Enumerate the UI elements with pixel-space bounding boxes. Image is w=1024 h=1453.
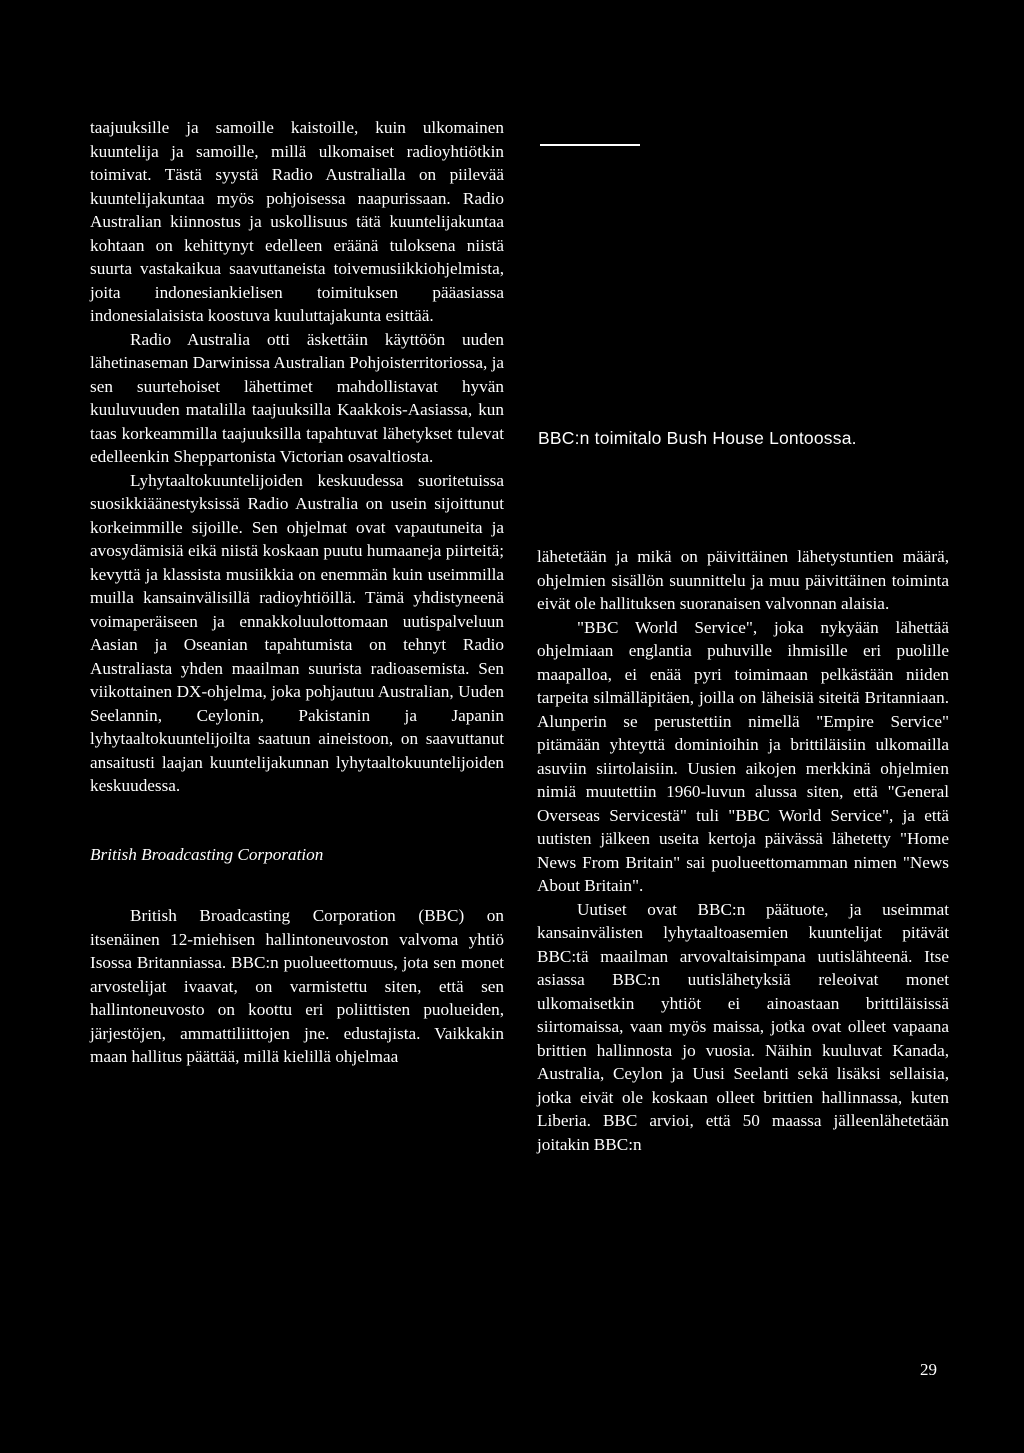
paragraph: British Broadcasting Corporation (BBC) on itsenäinen 12-miehisen hallintoneuvoston valvoma yhtiö Isossa Britanniassa. BBC:n puolueettomuus, jota sen monet arvostelijat ivaavat, on varmistettu siten, että sen hallintoneuvosto on koottu eri poliittisten puolueiden, järjestöjen, ammattiliittojen jne. edustajista. Vaikkakin maan hallitus päättää, millä kielillä ohjelmaa [90,906,504,1066]
paragraph: Radio Australia otti äskettäin käyttöön uuden lähetinaseman Darwinissa Australian Pohjoisterritoriossa, ja sen suurtehoiset lähettimet mahdollistavat hyvän kuuluvuuden matalilla taajuuksilla Kaakkois-Aasiassa, kun taas korkeammilla taajuuksilla tapahtuvat lähetykset tulevat edelleenkin Sheppartonista Victorian osavaltiosta. [90,329,504,466]
photo-caption: BBC:n toimitalo Bush House Lontoossa. [538,428,857,448]
page-number: 29 [920,1360,937,1379]
paragraph: "BBC World Service", joka nykyään lähettää ohjelmiaan englantia puhuville ihmisille eri puolille maapalloa, ei enää pyri toimimaan pelkästään niiden tarpeita silmälläpitäen, joilla on läheisiä siteitä Britanniaan. Alunperin se perustettiin nimellä "Empire Service" pitämään yhteyttä dominioihin ja brittiläisiin ulkomailla asuviin siirtolaisiin. Uusien aikojen merkkinä ohjelmien nimiä muutettiin 1960-luvun alussa siten, että "General Overseas Servicestä" tuli "BBC World Service", ja että uutisten jälkeen useita kertoja päivässä lähetetty "Home News From Britain" sai puolueettomamman nimen "News About Britain". [537,617,949,895]
top-rule [540,144,640,146]
paragraph: taajuuksille ja samoille kaistoille, kuin ulkomainen kuuntelija ja samoille, millä ulkomaiset radioyhtiötkin toimivat. Tästä syystä Radio Australialla on piilevää kuuntelijakuntaa myös pohjoisessa naapurissaan. Radio Australian kiinnostus ja uskollisuus tätä kuuntelijakuntaa kohtaan on kehittynyt edelleen eräänä tuloksena niistä suurta vastakaikua saavuttaneista toivemusiikkiohjelmista, joita indonesiankielisen toimituksen pääasiassa indonesialaisista koostuva kuuluttajakunta esittää. [90,118,504,325]
paragraph: Lyhytaaltokuuntelijoiden keskuudessa suoritetuissa suosikkiäänestyksissä Radio Australia on usein sijoittunut korkeimmille sijoille. Sen ohjelmat ovat vapautuneita ja avosydämisiä eikä niistä koskaan puutu humaaneja piirteitä; kevyttä ja klassista musiikkia on enemmän kuin useimmilla muilla kansainvälisillä radioyhtiöillä. Tämä yhdistyneenä voimaperäiseen ja ennakkoluulottomaan uutispalveluun Aasian ja Oseanian tapahtumista on tehnyt Radio Australiasta yhden maailman suurista radioasemista. Sen viikottainen DX-ohjelma, joka pohjautuu Australian, Uuden Seelannin, Ceylonin, Pakistanin ja Japanin lyhytaaltokuuntelijoilta saatuun aineistoon, on saavuttanut ansaitusti laajan kuuntelijakunnan lyhytaaltokuuntelijoiden keskuudessa. [90,470,504,795]
paragraph: lähetetään ja mikä on päivittäinen lähetystuntien määrä, ohjelmien sisällön suunnittelu ja muu päivittäinen toiminta eivät ole hallituksen suoranaisen valvonnan alaisia. [537,547,949,613]
section-heading: British Broadcasting Corporation [90,844,324,864]
paragraph: Uutiset ovat BBC:n päätuote, ja useimmat kansainvälisten lyhytaaltoasemien kuuntelijat pitävät BBC:tä maailman arvovaltaisimpana uutislähteenä. Itse asiassa BBC:n uutislähetyksiä releoivat monet ulkomaisetkin yhtiöt ei ainoastaan brittiläisissä siirtomaissa, vaan myös maissa, jotka ovat olleet vapaana brittien hallinnosta jo vuosia. Näihin kuuluvat Kanada, Australia, Ceylon ja Uusi Seelanti sekä lisäksi sellaisia, jotka eivät ole koskaan olleet brittien hallinnassa, kuten Liberia. BBC arvioi, että 50 maassa jälleenlähetetään joitakin BBC:n [537,899,949,1154]
right-column [537,545,949,1156]
left-column [90,116,504,1069]
